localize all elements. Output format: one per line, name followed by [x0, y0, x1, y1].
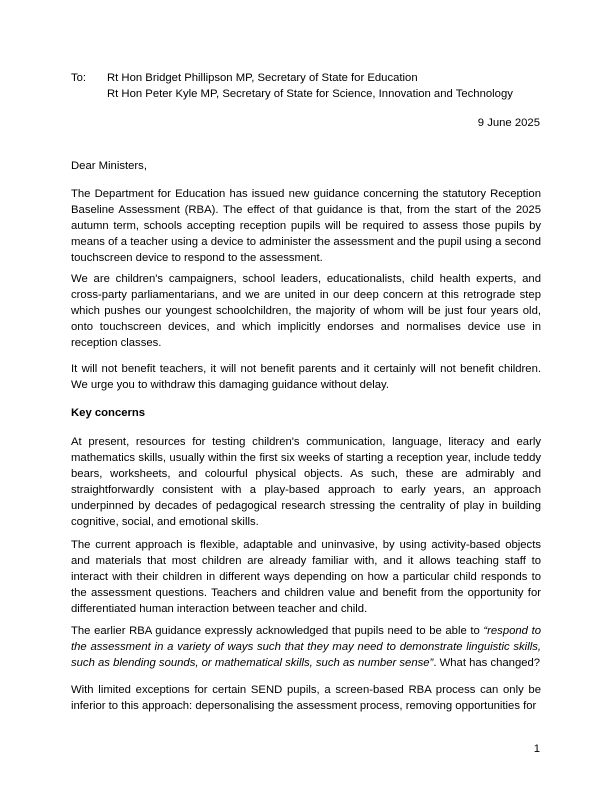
concern-paragraph-current-resources: At present, resources for testing children's communication, language, literacy and early mathematics skills, usually within the first six weeks of starting a reception year, include teddy bears, worksheets, and colourful physical objects. As such, these are admirably and straightforwardly consistent with a play-based approach to early years, an approach underpinned by decades of pedagogical research stressing the centrality of play in building cognitive, social, and emotional skills.: [71, 436, 541, 528]
salutation: Dear Ministers,: [71, 160, 147, 172]
page-number: 1: [533, 743, 540, 755]
guidance-quote-lead: The earlier RBA guidance expressly acknowledged that pupils need to be able to: [71, 625, 484, 637]
signatories-paragraph: We are children's campaigners, school leaders, educationalists, child health experts, and cross-party parliamentarians, and we are united in our deep concern at this retrograde step which pushes our youngest schoolchildren, the majority of whom will be just four years old, onto touchscreen devices, and which implicitly endorses and normalises device use in reception classes.: [71, 273, 541, 349]
request-paragraph: It will not benefit teachers, it will not benefit parents and it certainly will not benefit children. We urge you to withdraw this damaging guidance without delay.: [71, 363, 541, 391]
recipient-science-secretary: Rt Hon Peter Kyle MP, Secretary of State for Science, Innovation and Technology: [107, 88, 513, 100]
section-heading-key-concerns: Key concerns: [71, 407, 146, 419]
concern-paragraph-current-approach: The current approach is flexible, adaptable and uninvasive, by using activity-based objects and materials that most children are already familiar with, and it allows teaching staff to interact with their children in different ways depending on how a particular child responds to the assessment questions. Teachers and children value and benefit from the opportunity for differentiated human interaction between teacher and child.: [71, 539, 541, 615]
recipient-education-secretary: Rt Hon Bridget Phillipson MP, Secretary of State for Education: [107, 72, 418, 84]
screen-based-paragraph: With limited exceptions for certain SEND pupils, a screen-based RBA process can only be inferior to this approach: depersonalising the assessment process, removing opportunities for: [71, 684, 541, 712]
guidance-quote-tail: . What has changed?: [433, 657, 541, 669]
letter-date: 9 June 2025: [477, 117, 540, 129]
guidance-quote: “respond to the assessment in a variety of ways such that they may need to demonstrate linguistic skills, such as blending sounds, or mathematical skills, such as number sense”: [71, 625, 541, 669]
to-label: To:: [71, 72, 87, 84]
guidance-quote-paragraph: [71, 623, 541, 671]
intro-paragraph: The Department for Education has issued new guidance concerning the statutory Reception Baseline Assessment (RBA). The effect of that guidance is that, from the start of the 2025 autumn term, schools accepting reception pupils will be required to assess those pupils by means of a teacher using a device to administer the assessment and the pupil using a second touchscreen device to respond to the assessment.: [71, 188, 541, 264]
